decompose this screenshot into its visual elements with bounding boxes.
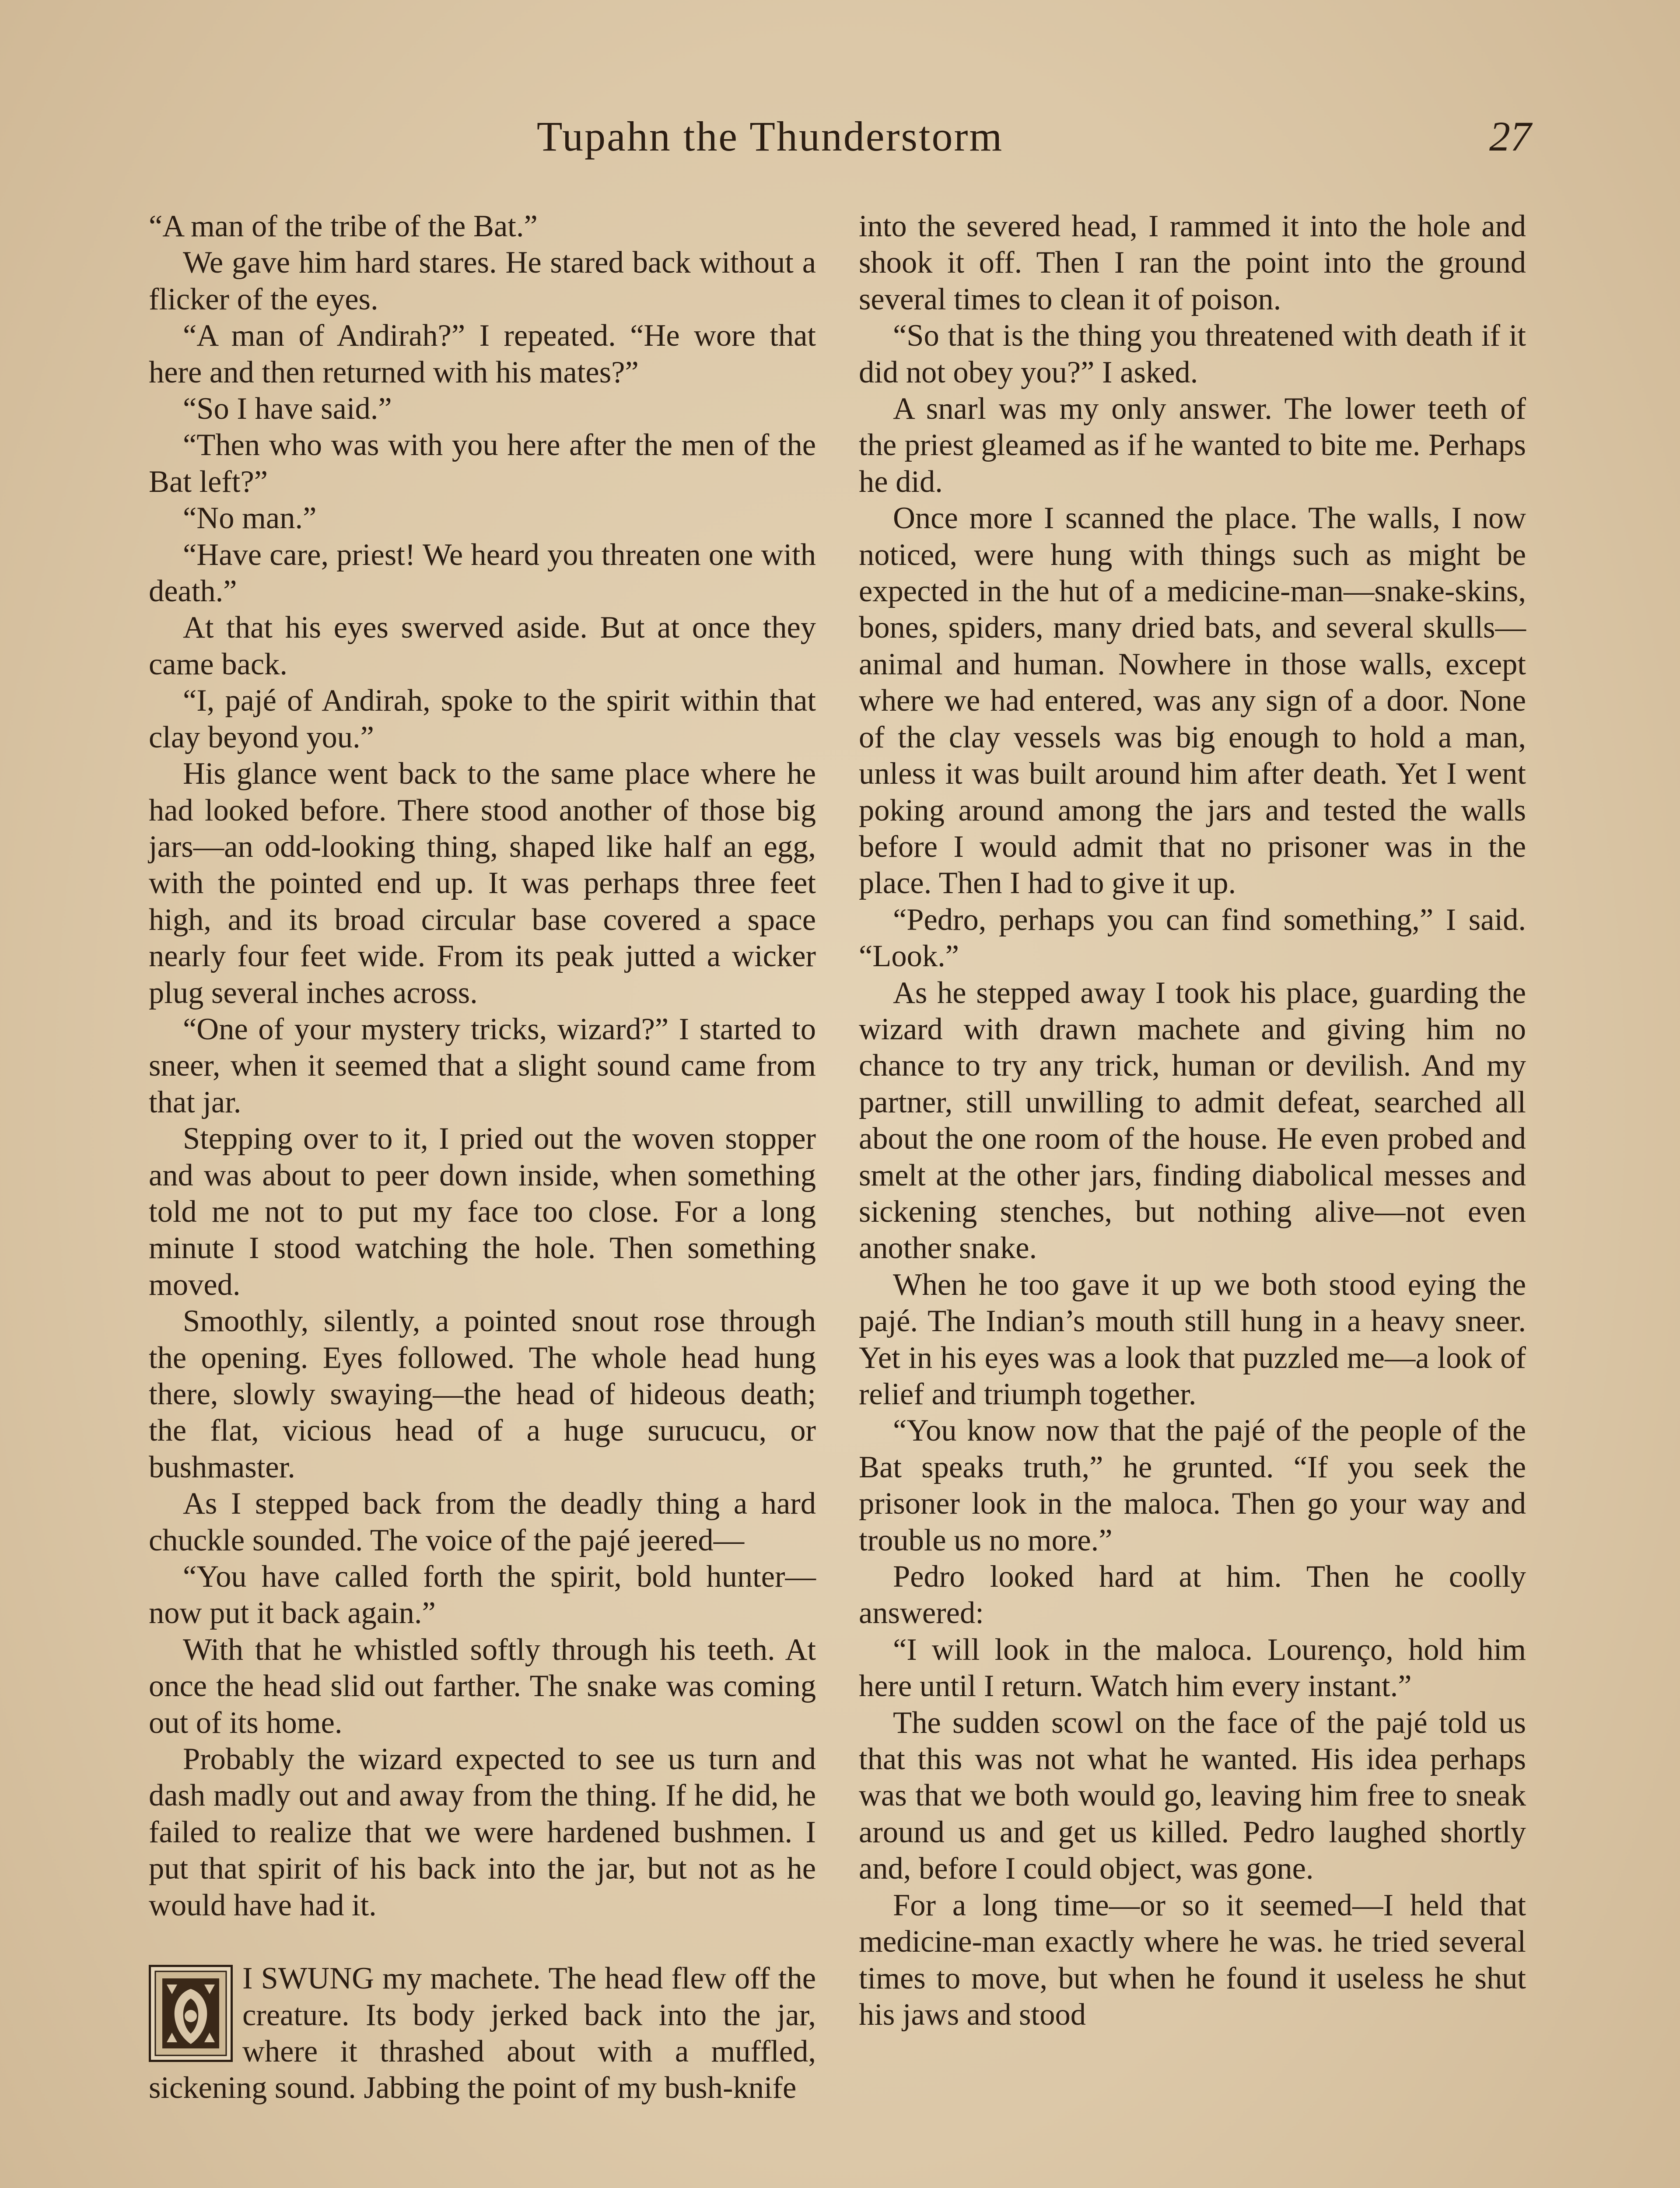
- paragraph: “A man of Andirah?” I repeated. “He wore that here and then returned with his mates?”: [149, 319, 816, 389]
- paragraph: Stepping over to it, I pried out the woven stopper and was about to peer down inside, when something told me not to put my face too close. For a long minute I stood watching the hole. Then something moved.: [149, 1122, 816, 1302]
- right-column: [859, 208, 1526, 2033]
- paragraph: “One of your mystery tricks, wizard?” I started to sneer, when it seemed that a slight sound came from that jar.: [149, 1012, 816, 1119]
- section-start-paragraph: [149, 1960, 816, 2107]
- paragraph: “So I have said.”: [183, 392, 392, 426]
- paragraph: “Have care, priest! We heard you threaten one with death.”: [149, 537, 816, 609]
- paragraph: “Then who was with you here after the men of the Bat left?”: [149, 428, 816, 499]
- paragraph: At that his eyes swerved aside. But at once they came back.: [149, 610, 816, 681]
- paragraph: For a long time—or so it seemed—I held that medicine-man exactly where he was. he tried several times to move, but when he found it useless he shut his jaws and stood: [859, 1888, 1526, 2032]
- paragraph: Smoothly, silently, a pointed snout rose through the opening. Eyes followed. The whole head hung there, slowly swaying—the head of hideous death; the flat, vicious head of a huge surucucu, or bushmaster.: [149, 1304, 816, 1484]
- paragraph: As he stepped away I took his place, guarding the wizard with drawn machete and giving him no chance to try any trick, human or devilish. And my partner, still unwilling to admit defeat, searched all about the one room of the house. He even probed and smelt at the other jars, finding diabolical messes and sickening stenches, but nothing alive—not even another snake.: [859, 975, 1526, 1266]
- page-number: 27: [1489, 113, 1531, 160]
- paragraph: “Pedro, perhaps you can find something,” I said. “Look.”: [859, 902, 1526, 974]
- running-title: Tupahn the Thunderstorm: [536, 113, 1004, 160]
- paragraph: “So that is the thing you threatened with death if it did not obey you?” I asked.: [859, 319, 1526, 389]
- paragraph: “I will look in the maloca. Lourenço, hold him here until I return. Watch him every instant.”: [859, 1632, 1526, 1704]
- paragraph: Probably the wizard expected to see us turn and dash madly out and away from the thing. If he did, he failed to realize that we were hardened bushmen. I put that spirit of his back into the jar, but not as he would have had it.: [149, 1742, 816, 1922]
- running-head: [0, 110, 1680, 163]
- paragraph: “I, pajé of Andirah, spoke to the spirit within that clay beyond you.”: [149, 684, 816, 754]
- decorative-initial-ornament-icon: [149, 1965, 233, 2062]
- continuation-paragraph: into the severed head, I rammed it into the hole and shook it off. Then I ran the point into the ground several times to clean it of poison.: [859, 209, 1526, 316]
- paragraph: When he too gave it up we both stood eying the pajé. The Indian’s mouth still hung in a heavy sneer. Yet in his eyes was a look that puzzled me—a look of relief and triumph together.: [859, 1267, 1526, 1411]
- paragraph: With that he whistled softly through his teeth. At once the head slid out farther. The snake was coming out of its home.: [149, 1632, 816, 1740]
- paragraph: Once more I scanned the place. The walls, I now noticed, were hung with things such as might be expected in the hut of a medicine-man—snake-skins, bones, spiders, many dried bats, and several skulls—animal and human. Nowhere in those walls, except where we had entered, was any sign of a door. None of the clay vessels was big enough to hold a man, unless it was built around him after death. Yet I went poking around among the jars and tested the walls before I would admit that no prisoner was in the place. Then I had to give it up.: [859, 501, 1526, 901]
- section-start-text: I SWUNG my machete. The head flew off the creature. Its body jerked back into the jar, where it thrashed about with a muffled, sickening sound. Jabbing the point of my bush-knife: [149, 1961, 816, 2105]
- paragraph: We gave him hard stares. He stared back without a flicker of the eyes.: [149, 245, 816, 316]
- paragraph: “No man.”: [183, 501, 317, 536]
- paragraph: His glance went back to the same place where he had looked before. There stood another of those big jars—an odd-looking thing, shaped like half an egg, with the pointed end up. It was perhaps three feet high, and its broad circular base covered a space nearly four feet wide. From its peak jutted a wicker plug several inches across.: [149, 757, 816, 1010]
- paragraph: Pedro looked hard at him. Then he coolly answered:: [859, 1560, 1526, 1630]
- paragraph: “A man of the tribe of the Bat.”: [149, 209, 538, 243]
- paragraph: As I stepped back from the deadly thing a hard chuckle sounded. The voice of the pajé jeered—: [149, 1487, 816, 1557]
- paragraph: A snarl was my only answer. The lower teeth of the priest gleamed as if he wanted to bite me. Perhaps he did.: [859, 392, 1526, 499]
- paragraph: The sudden scowl on the face of the pajé told us that this was not what he wanted. His idea perhaps was that we both would go, leaving him free to sneak around us and get us killed. Pedro laughed shortly and, before I could object, was gone.: [859, 1705, 1526, 1886]
- left-column: [149, 208, 816, 2107]
- paragraph: “You have called forth the spirit, bold hunter—now put it back again.”: [149, 1560, 816, 1630]
- paragraph: “You know now that the pajé of the people of the Bat speaks truth,” he grunted. “If you seek the prisoner look in the maloca. Then go your way and trouble us no more.”: [859, 1413, 1526, 1557]
